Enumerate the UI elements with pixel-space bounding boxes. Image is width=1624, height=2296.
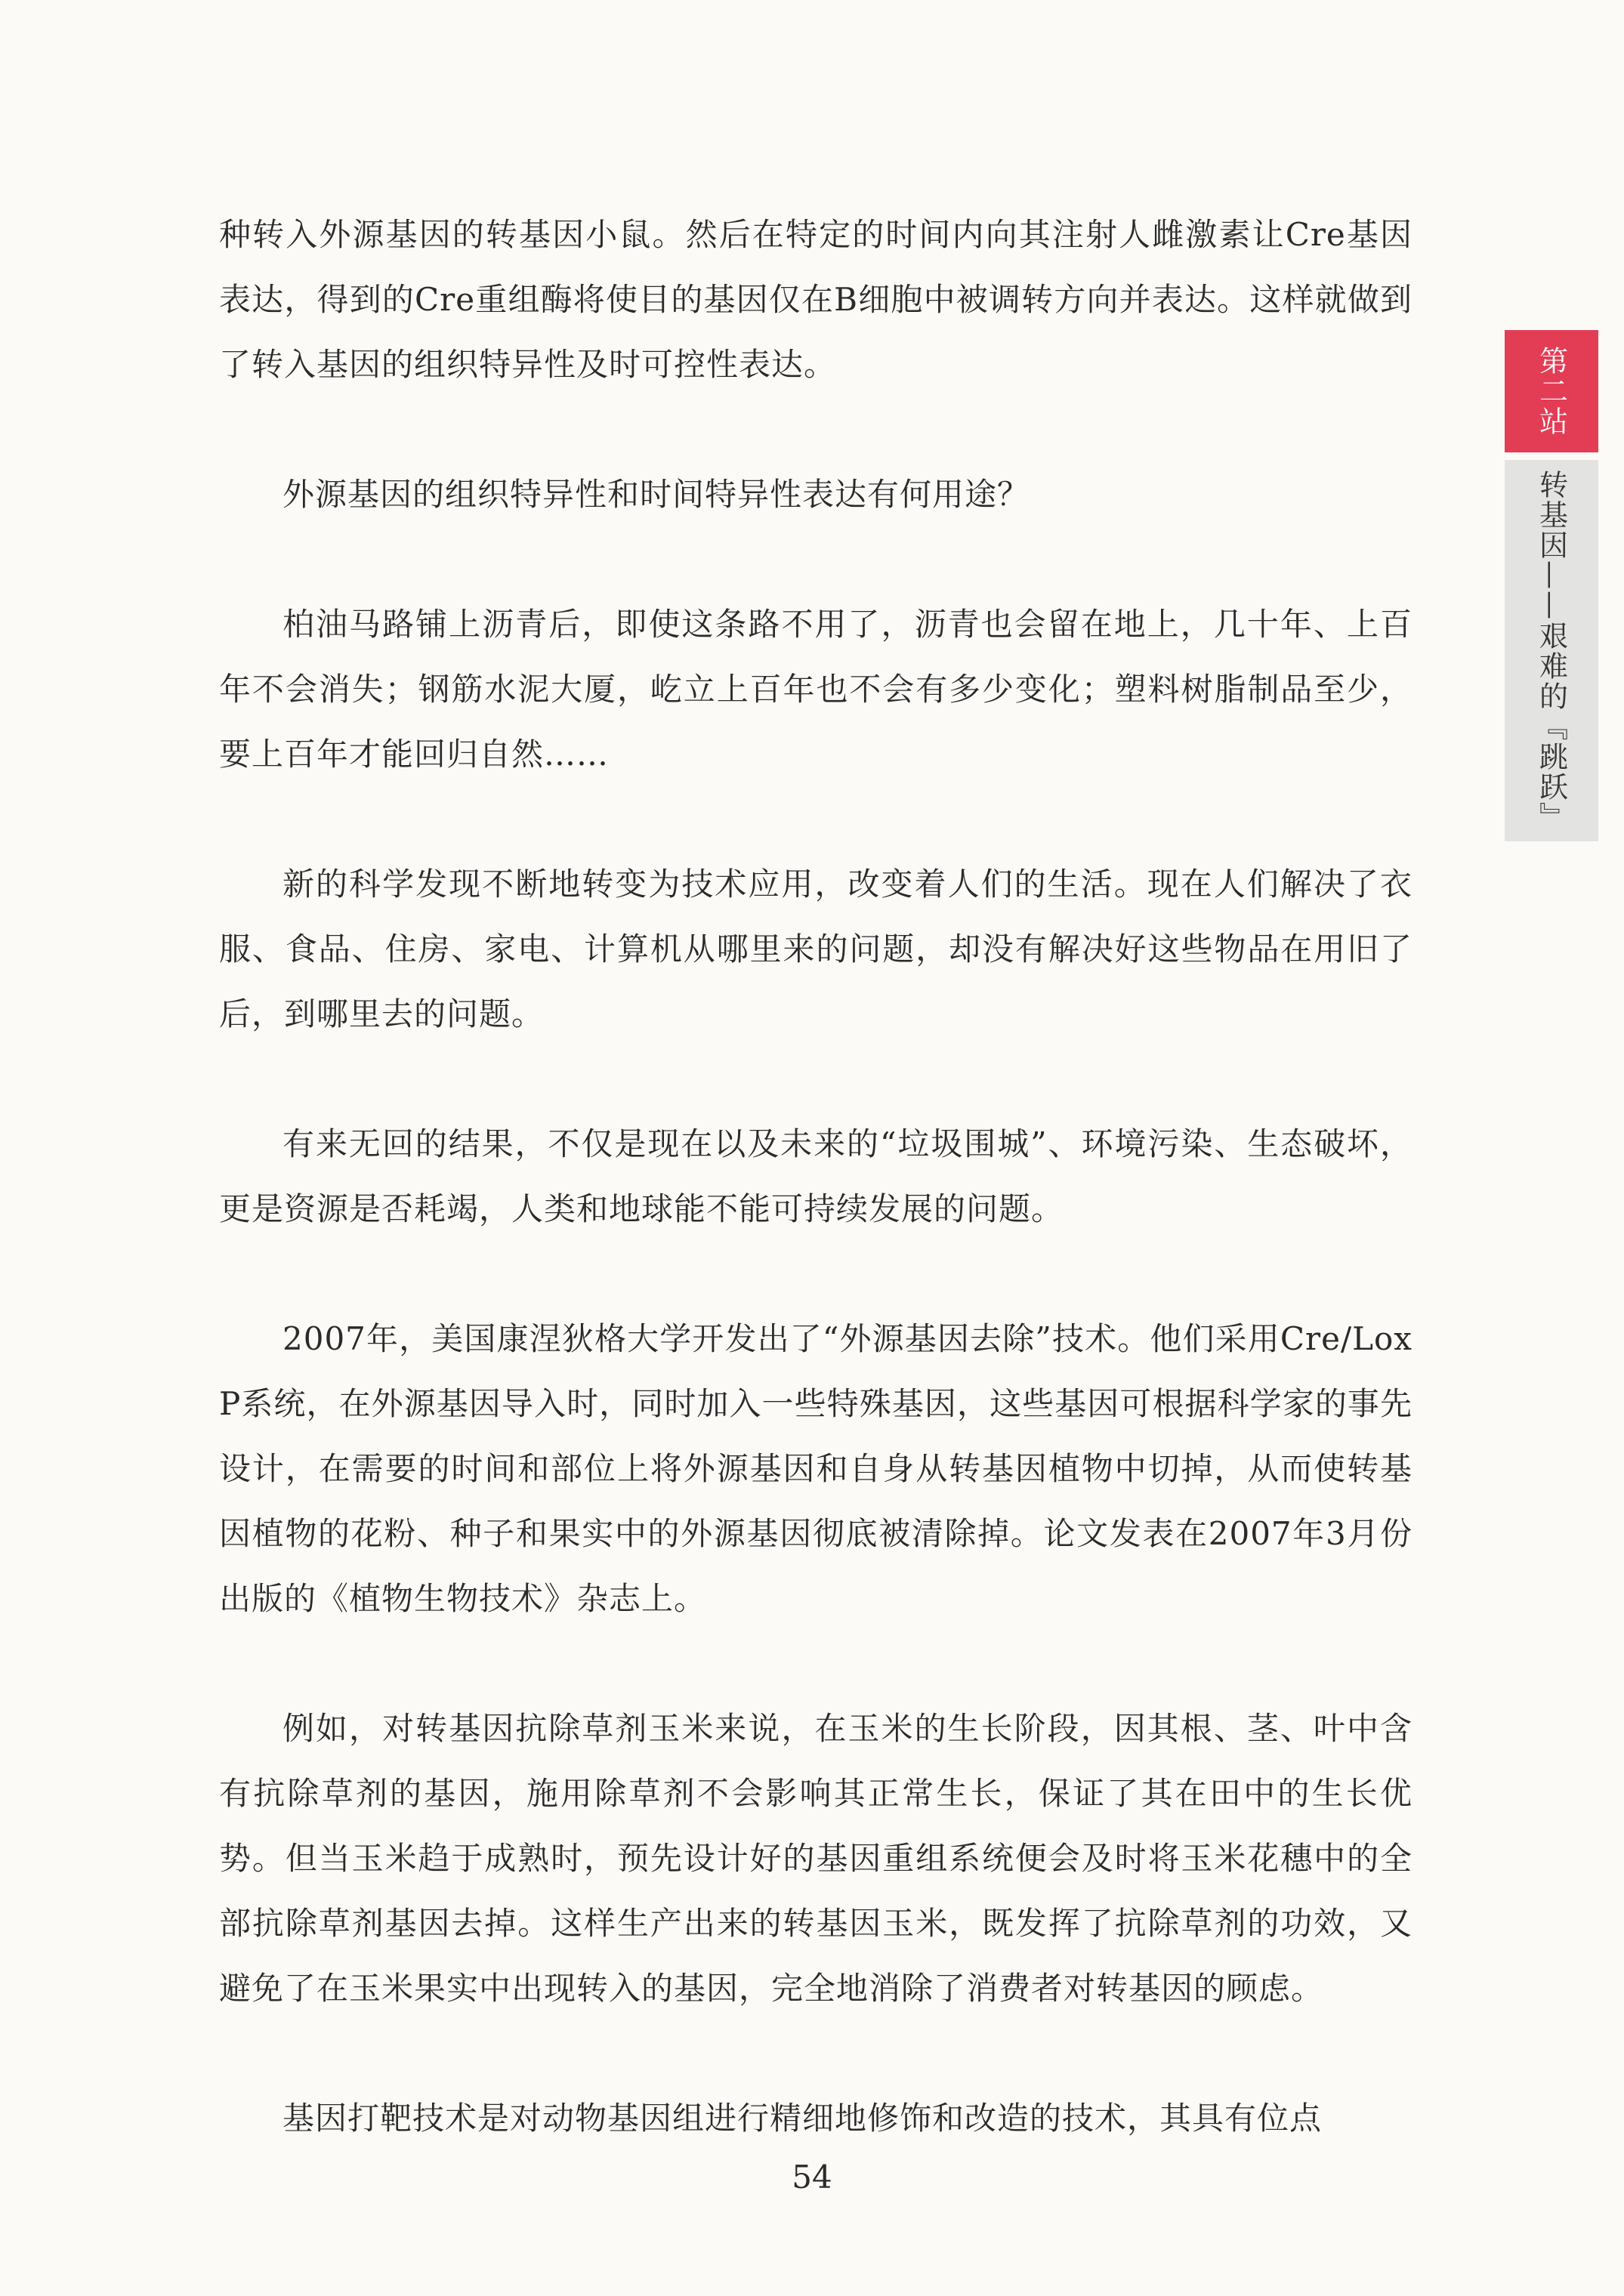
page-number: 54 [792, 2159, 832, 2196]
paragraph-gap [219, 527, 1413, 592]
paragraph-gap [219, 787, 1413, 852]
paragraph-question: 外源基因的组织特异性和时间特异性表达有何用途？ [283, 476, 1030, 513]
paragraph-continued: 种转入外源基因的转基因小鼠。然后在特定的时间内向其注射人雌激素让Cre基因表达，得到的Cre重组酶将使目的基因仅在B细胞中被调转方向并表达。这样就做到了转入基因的组织特异性及时可控性表达。 [219, 216, 1413, 383]
paragraph: 基因打靶技术是对动物基因组进行精细地修饰和改造的技术，其具有位点 [283, 2100, 1323, 2137]
body-text [219, 202, 1413, 2151]
paragraph: 例如，对转基因抗除草剂玉米来说，在玉米的生长阶段，因其根、茎、叶中含有抗除草剂的基因，施用除草剂不会影响其正常生长，保证了其在田中的生长优势。但当玉米趋于成熟时，预先设计好的基因重组系统便会及时将玉米花穗中的全部抗除草剂基因去掉。这样生产出来的转基因玉米，既发挥了抗除草剂的功效，又避免了在玉米果实中出现转入的基因，完全地消除了消费者对转基因的顾虑。 [219, 1710, 1413, 2007]
paragraph-gap [219, 1631, 1413, 1696]
paragraph-gap [219, 1047, 1413, 1112]
section-tab [1505, 330, 1598, 452]
paragraph: 新的科学发现不断地转变为技术应用，改变着人们的生活。现在人们解决了衣服、食品、住房、家电、计算机从哪里来的问题，却没有解决好这些物品在用旧了后，到哪里去的问题。 [219, 866, 1413, 1032]
chapter-tab [1505, 460, 1598, 841]
chapter-tab-label: 转基因——艰难的『跳跃』 [1534, 469, 1568, 832]
paragraph-gap [219, 1242, 1413, 1307]
paragraph: 2007年，美国康涅狄格大学开发出了“外源基因去除”技术。他们采用Cre/LoxP系统，在外源基因导入时，同时加入一些特殊基因，这些基因可根据科学家的事先设计，在需要的时间和部位上将外源基因和自身从转基因植物中切掉，从而使转基因植物的花粉、种子和果实中的外源基因彻底被清除掉。论文发表在2007年3月份出版的《植物生物技术》杂志上。 [219, 1320, 1413, 1617]
paragraph-gap [219, 397, 1413, 462]
paragraph: 柏油马路铺上沥青后，即使这条路不用了，沥青也会留在地上，几十年、上百年不会消失；钢筋水泥大厦，屹立上百年也不会有多少变化；塑料树脂制品至少，要上百年才能回归自然…… [219, 606, 1413, 773]
section-tab-label: 第二站 [1534, 346, 1568, 437]
paragraph-gap [219, 2021, 1413, 2086]
paragraph: 有来无回的结果，不仅是现在以及未来的“垃圾围城”、环境污染、生态破坏，更是资源是否耗竭，人类和地球能不能可持续发展的问题。 [219, 1125, 1413, 1227]
